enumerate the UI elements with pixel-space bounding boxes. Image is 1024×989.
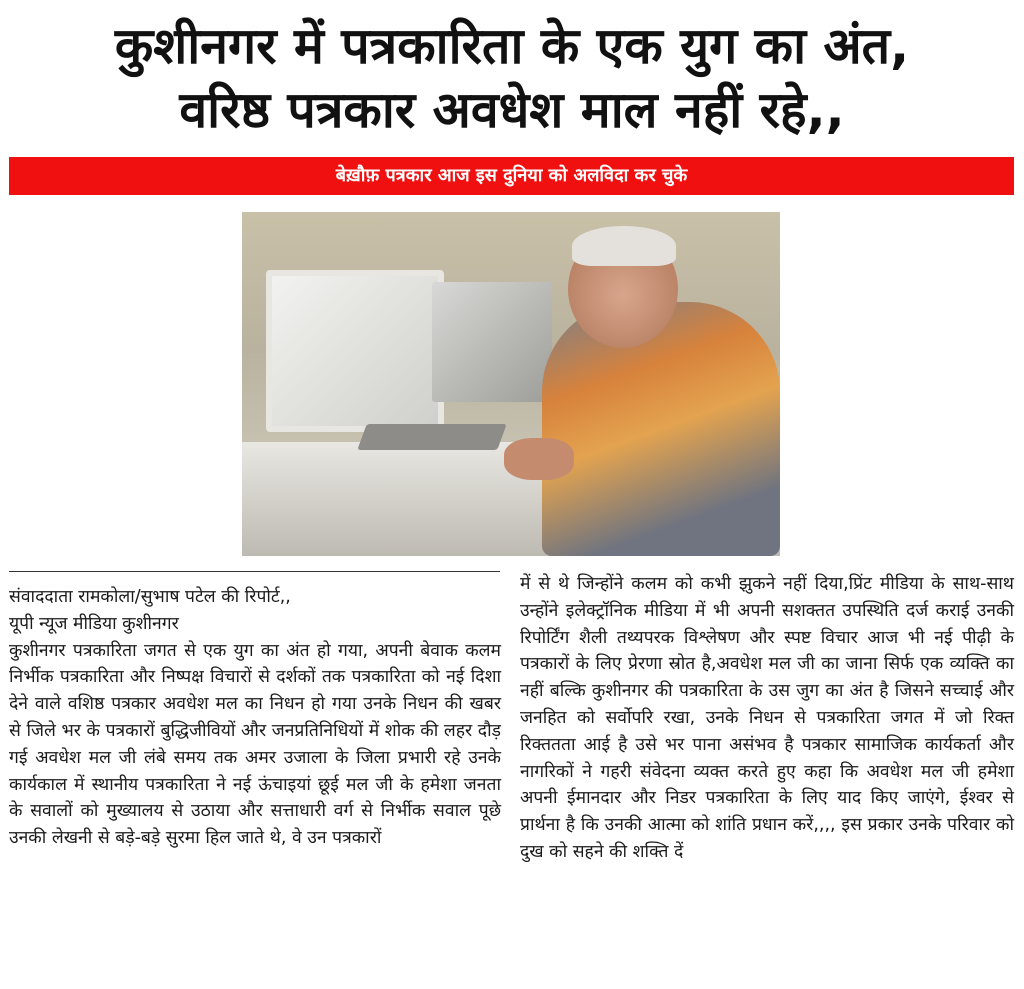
photo-person-hair [572,226,676,266]
photo-person-body [542,302,780,556]
photo-person-hand [504,438,574,480]
headline [0,14,1024,142]
photo-monitor-shape [266,270,444,432]
headline-line-1: कुशीनगर में पत्रकारिता के एक युग का अंत, [114,17,910,75]
article-column-left [9,584,501,852]
article-byline: संवाददाता रामकोला/सुभाष पटेल की रिपोर्ट,, [9,587,291,607]
column-divider-line [9,571,500,572]
photo-monitor-shape-2 [432,282,552,402]
photo-keyboard-shape [357,424,506,450]
article-source: यूपी न्यूज मीडिया कुशीनगर [9,613,179,634]
article-column-right [520,571,1014,866]
article-body-left: कुशीनगर पत्रकारिता जगत से एक युग का अंत हो गया, अपनी बेवाक कलम निर्भीक पत्रकारिता और निष्पक्ष विचारों से दर्शकों तक पत्रकारिता को नई दिशा देने वाले वशिष्ठ पत्रकार अवधेश मल का निधन हो गया उनके निधन की खबर से जिले भर के पत्रकारों बुद्धिजीवियों और जनप्रतिनिधियों में शोक की लहर दौड़ गई अवधेश मल जी लंबे समय तक अमर उजाला के जिला प्रभारी रहे उनके कार्यकाल में स्थानीय पत्रकारिता ने नई ऊंचाइयां छूई मल जी के हमेशा जनता के सवालों को मुख्यालय से उठाया और सत्ताधारी वर्ग से निर्भीक सवाल पूछे उनकी लेखनी से बड़े-बड़े सुरमा हिल जाते थे, वे उन पत्रकारों [9,640,501,849]
article-body-right: में से थे जिन्होंने कलम को कभी झुकने नहीं दिया,प्रिंट मीडिया के साथ-साथ उन्होंने इलेक्ट्रॉनिक मीडिया में भी अपनी सशक्तत उपस्थिति दर्ज कराई उनकी रिपोर्टिंग शैली तथ्यपरक विश्लेषण और स्पष्ट विचार आज भी नई पीढ़ी के पत्रकारों के लिए प्रेरणा स्रोत है,अवधेश मल जी का जाना सिर्फ एक व्यक्ति का नहीं बल्कि कुशीनगर की पत्रकारिता के उस जुग का अंत है जिसने सच्चाई और जनहित को सर्वोपरि रखा, उनके निधन से पत्रकारिता जगत में जो रिक्त रिक्ततता आई है उसे भर पाना असंभव है पत्रकार सामाजिक कार्यकर्ता और नागरिकों ने गहरी संवेदना व्यक्त करते हुए कहा कि अवधेश मल जी हमेशा अपनी ईमानदार और निडर पत्रकारिता के लिए याद किए जाएंगे, ईश्वर से प्रार्थना है कि उनकी आत्मा को शांति प्रधान करें,,,, इस प्रकार उनके परिवार को दुख को सहने की शक्ति दें [520,574,1014,862]
headline-line-2: वरिष्ठ पत्रकार अवधेश माल नहीं रहे,, [179,81,845,139]
subheadline-banner: बेख़ौफ़ पत्रकार आज इस दुनिया को अलविदा कर चुके [9,157,1014,195]
journalist-photo [242,212,780,556]
